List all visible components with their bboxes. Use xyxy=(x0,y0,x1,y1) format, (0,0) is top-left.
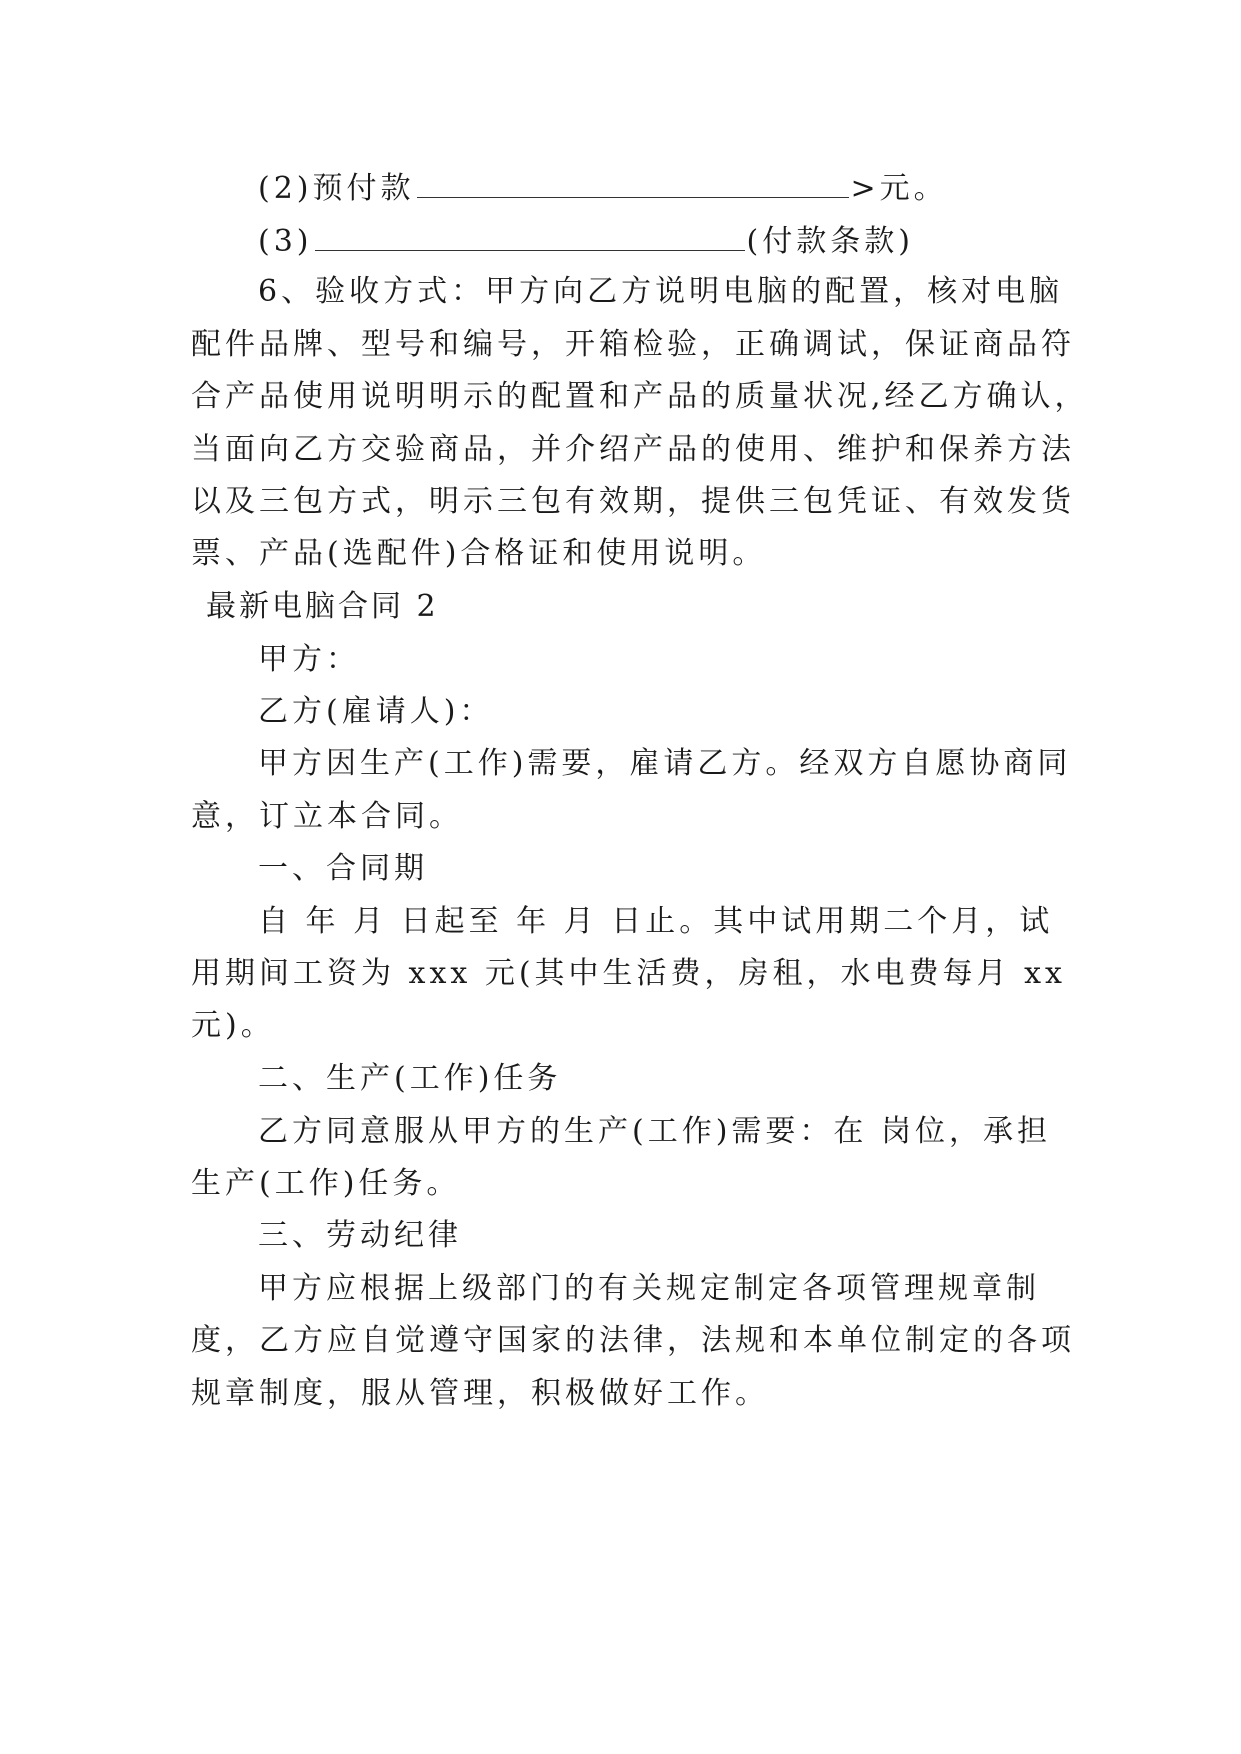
section1-title: 一、合同期 xyxy=(258,851,428,886)
section2-title: 二、生产(工作)任务 xyxy=(258,1061,562,1096)
item3-blank xyxy=(315,220,745,251)
section3-line-1: 甲方应根据上级部门的有关规定制定各项管理规章制 xyxy=(258,1271,1040,1306)
acceptance-line-2: 配件品牌、型号和编号，开箱检验，正确调试，保证商品符 xyxy=(191,327,1075,362)
section3-line-3: 规章制度，服从管理，积极做好工作。 xyxy=(191,1376,769,1411)
prepay-suffix: >元。 xyxy=(850,171,948,206)
item3-prefix: (3) xyxy=(258,224,313,259)
acceptance-line-1: 6、验收方式：甲方向乙方说明电脑的配置，核对电脑 xyxy=(258,274,1064,309)
section3-title: 三、劳动纪律 xyxy=(258,1218,462,1253)
section3-line-2: 度，乙方应自觉遵守国家的法律，法规和本单位制定的各项 xyxy=(191,1323,1075,1358)
acceptance-line-5: 以及三包方式，明示三包有效期，提供三包凭证、有效发货 xyxy=(191,484,1075,519)
prepay-prefix: (2)预付款 xyxy=(258,171,415,206)
section1-line-2: 用期间工资为 xxx 元(其中生活费，房租，水电费每月 xx xyxy=(191,956,1066,991)
intro-line-2: 意，订立本合同。 xyxy=(191,799,463,834)
section2-line-1: 乙方同意服从甲方的生产(工作)需要：在 岗位，承担 xyxy=(258,1114,1051,1149)
section1-line-1: 自 年 月 日起至 年 月 日止。其中试用期二个月，试 xyxy=(258,904,1054,939)
contract-title: 最新电脑合同 2 xyxy=(206,589,439,624)
item3-line xyxy=(258,220,914,262)
item3-suffix: (付款条款) xyxy=(746,224,914,259)
acceptance-line-4: 当面向乙方交验商品，并介绍产品的使用、维护和保养方法 xyxy=(191,432,1075,467)
acceptance-line-6: 票、产品(选配件)合格证和使用说明。 xyxy=(191,536,767,571)
prepay-line xyxy=(258,167,948,209)
prepay-blank xyxy=(417,167,849,198)
party-b-label: 乙方(雇请人)： xyxy=(258,694,494,729)
intro-line-1: 甲方因生产(工作)需要，雇请乙方。经双方自愿协商同 xyxy=(258,746,1072,781)
party-a-label: 甲方： xyxy=(258,642,360,677)
section2-line-2: 生产(工作)任务。 xyxy=(191,1166,461,1201)
section1-line-3: 元)。 xyxy=(191,1008,275,1043)
acceptance-line-3: 合产品使用说明明示的配置和产品的质量状况,经乙方确认， xyxy=(191,379,1089,414)
